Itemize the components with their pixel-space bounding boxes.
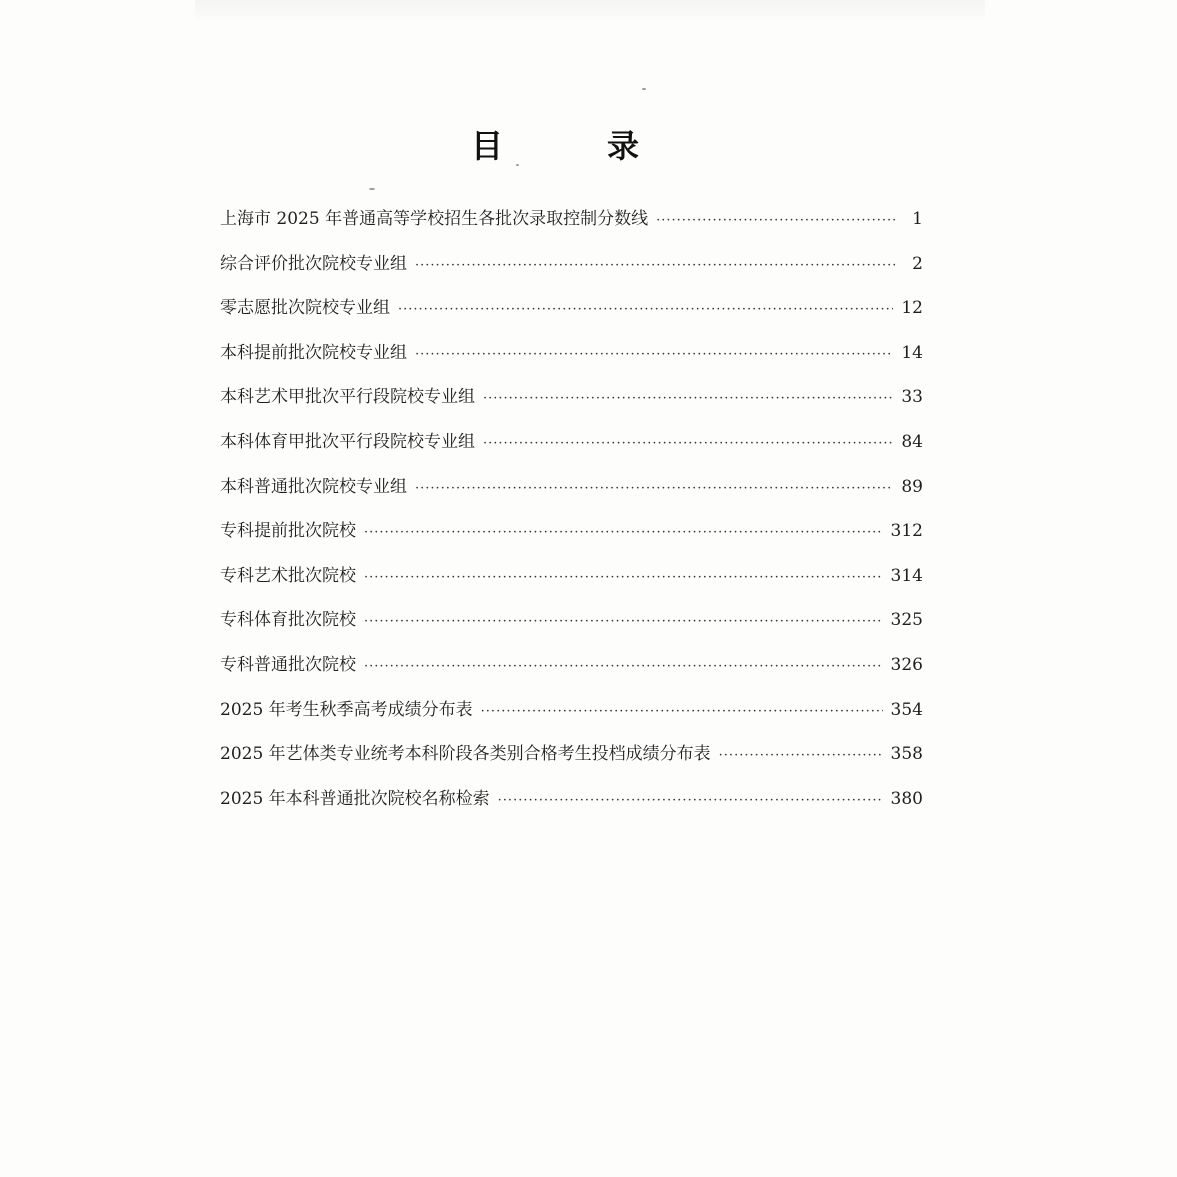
toc-entry-title: 本科提前批次院校专业组 xyxy=(220,342,407,363)
toc-dot-leader xyxy=(415,251,895,281)
toc-entry xyxy=(220,605,923,650)
toc-page-number: 326 xyxy=(890,654,923,675)
toc-entry xyxy=(220,784,923,829)
toc-dot-leader xyxy=(483,384,893,414)
toc-entry-title: 本科普通批次院校专业组 xyxy=(220,476,407,497)
toc-dot-leader xyxy=(398,295,893,325)
toc-entry xyxy=(220,427,923,472)
scan-shadow xyxy=(195,0,985,22)
toc-entry xyxy=(220,561,923,606)
toc-page-number: 380 xyxy=(890,788,923,809)
table-of-contents xyxy=(220,204,923,828)
toc-entry xyxy=(220,739,923,784)
toc-dot-leader xyxy=(483,429,893,459)
toc-dot-leader xyxy=(481,697,883,727)
toc-entry-title: 综合评价批次院校专业组 xyxy=(220,253,407,274)
toc-dot-leader xyxy=(364,563,883,593)
toc-page-number: 33 xyxy=(901,387,923,408)
toc-entry-title: 专科提前批次院校 xyxy=(220,521,356,542)
toc-page-number: 312 xyxy=(890,521,923,542)
toc-entry xyxy=(220,650,923,695)
toc-page-number: 314 xyxy=(890,565,923,586)
toc-entry-title: 零志愿批次院校专业组 xyxy=(220,298,390,319)
toc-page-number: 12 xyxy=(901,298,923,319)
toc-entry-title: 本科体育甲批次平行段院校专业组 xyxy=(220,431,475,452)
toc-entry-title: 本科艺术甲批次平行段院校专业组 xyxy=(220,387,475,408)
scan-speck xyxy=(642,88,646,90)
toc-entry-title: 专科艺术批次院校 xyxy=(220,565,356,586)
toc-page-number: 89 xyxy=(901,476,923,497)
toc-entry-title: 2025 年考生秋季高考成绩分布表 xyxy=(220,699,473,720)
toc-entry-title: 上海市 2025 年普通高等学校招生各批次录取控制分数线 xyxy=(220,209,649,229)
toc-entry xyxy=(220,516,923,561)
toc-entry xyxy=(220,338,923,383)
toc-dot-leader xyxy=(719,741,883,771)
toc-entry-title: 专科普通批次院校 xyxy=(220,654,356,675)
toc-page-number: 84 xyxy=(901,431,923,452)
toc-dot-leader xyxy=(364,607,883,637)
toc-page-number: 325 xyxy=(890,610,923,631)
toc-page-number: 1 xyxy=(912,209,923,229)
toc-page-number: 2 xyxy=(912,253,923,274)
toc-dot-leader xyxy=(498,786,883,816)
toc-page-number: 358 xyxy=(890,744,923,765)
toc-dot-leader xyxy=(364,518,883,548)
toc-entry xyxy=(220,293,923,338)
toc-entry-title: 专科体育批次院校 xyxy=(220,610,356,631)
toc-entry xyxy=(220,382,923,427)
toc-dot-leader xyxy=(364,652,883,682)
toc-entry xyxy=(220,695,923,740)
toc-page-number: 354 xyxy=(890,699,923,720)
toc-dot-leader xyxy=(415,474,893,504)
scan-speck xyxy=(369,188,375,190)
toc-entry xyxy=(220,472,923,517)
toc-entry-title: 2025 年艺体类专业统考本科阶段各类别合格考生投档成绩分布表 xyxy=(220,744,711,765)
toc-entry xyxy=(220,204,923,249)
toc-entry xyxy=(220,249,923,294)
toc-entry-title: 2025 年本科普通批次院校名称检索 xyxy=(220,788,490,809)
toc-dot-leader xyxy=(656,206,895,236)
page-title: 目 录 xyxy=(470,127,675,166)
toc-dot-leader xyxy=(415,340,893,370)
toc-page-number: 14 xyxy=(901,342,923,363)
